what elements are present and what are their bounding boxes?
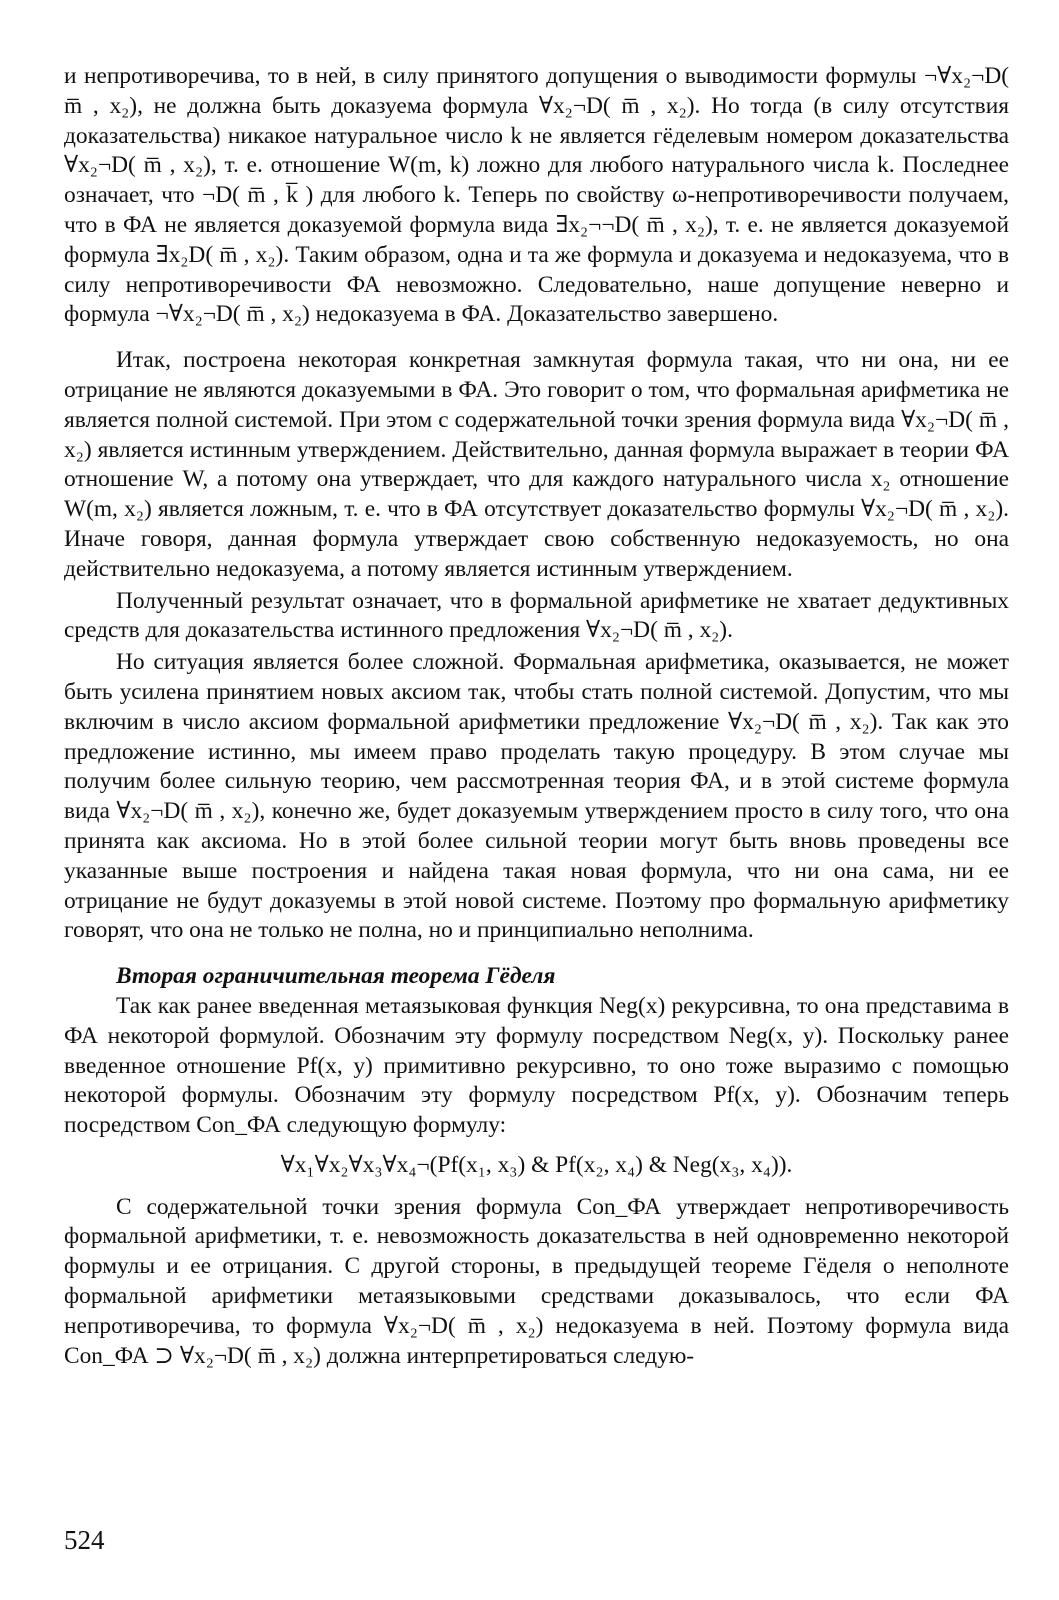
paragraph-2-incompleteness: Итак, построена некоторая конкретная замкнутая формула такая, что ни она, ни ее отрицание не являются доказуемыми в ФА. Это говорит о том, что формальная арифметика не является полной системой. При этом с содержательной точки зрения формула вида ∀x₂¬D( m̅ , x₂) является истинным утверждением. Действительно, данная формула выражает в теории ФА отношение W, а потому она утверждает, что для каждого натурального числа x₂ отношение W(m, x₂) является ложным, т. е. что в ФА отсутствует доказательство формулы ∀x₂¬D( m̅ , x₂). Иначе говоря, данная формула утверждает свою собственную недоказуемость, но она действительно недоказуема, а потому является истинным утверждением. xyxy=(64,347,1009,582)
paragraph-3-result: Полученный результат означает, что в формальной арифметике не хватает дедуктивных средств для доказательства истинного предложения ∀x₂¬D( m̅ , x₂). xyxy=(64,587,1009,644)
display-formula-con: ∀x₁∀x₂∀x₃∀x₄¬(Pf(x₁, x₃) & Pf(x₂, x₄) & Neg(x₃, x₄)). xyxy=(280,1151,793,1178)
paragraph-5-neg-pf: Так как ранее введенная метаязыковая функция Neg(x) рекурсивна, то она представима в ФА некоторой формулой. Обозначим эту формулу посредством Neg(x, y). Поскольку ранее введенное отношение Pf(x, y) примитивно рекурсивно, то оно тоже выразимо с помощью некоторой формулы. Обозначим эту формулу посредством Pf(x, y). Обозначим теперь посредством Con_ФА следующую формулу: xyxy=(64,992,1009,1139)
page-body xyxy=(64,62,1009,1371)
paragraph-6-consistency: С содержательной точки зрения формула Con_ФА утверждает непротиворечивость формальной арифметики, т. е. невозможность доказательства в ней одновременно некоторой формулы и ее отрицания. С другой стороны, в предыдущей теореме Гёделя о неполноте формальной арифметики метаязыковыми средствами доказывалось, что если ФА непротиворечива, то формула ∀x₂¬D( m̅ , x₂) недоказуема в ней. Поэтому формула вида Con_ФА ⊃ ∀x₂¬D( m̅ , x₂) должна интерпретироваться следую- xyxy=(64,1193,1009,1369)
section-heading: Вторая ограничительная теорема Гёделя xyxy=(116,963,556,990)
page-number: 524 xyxy=(64,1525,105,1555)
paragraph-4-nonextendable: Но ситуация является более сложной. Формальная арифметика, оказывается, не может быть усилена принятием новых аксиом так, чтобы стать полной системой. Допустим, что мы включим в число аксиом формальной арифметики предложение ∀x₂¬D( m̅ , x₂). Так как это предложение истинно, мы имеем право проделать такую процедуру. В этом случае мы получим более сильную теорию, чем рассмотренная теория ФА, и в этой системе формула вида ∀x₂¬D( m̅ , x₂), конечно же, будет доказуемым утверждением просто в силу того, что она принята как аксиома. Но в этой более сильной теории могут быть вновь проведены все указанные выше построения и найдена такая новая формула, что ни она сама, ни ее отрицание не будут доказуемы в этой новой системе. Поэтому про формальную арифметику говорят, что она не только не полна, но и принципиально неполнима. xyxy=(64,649,1009,944)
paragraph-1-proof-end: и непротиворечива, то в ней, в силу принятого допущения о выводимости формулы ¬∀x₂¬D( m̅ , x₂), не должна быть доказуема формула ∀x₂¬D( m̅ , x₂). Но тогда (в силу отсутствия доказательства) никакое натуральное число k не является гёделевым номером доказательства ∀x₂¬D( m̅ , x₂), т. е. отношение W(m, k) ложно для любого натурального числа k. Последнее означает, что ¬D( m̅ , k̅ ) для любого k. Теперь по свойству ω-непротиворечивости получаем, что в ФА не является доказуемой формула вида ∃x₂¬¬D( m̅ , x₂), т. е. не является доказуемой формула ∃x₂D( m̅ , x₂). Таким образом, одна и та же формула и доказуема и недоказуема, что в силу непротиворечивости ФА невозможно. Следовательно, наше допущение неверно и формула ¬∀x₂¬D( m̅ , x₂) недоказуема в ФА. Доказательство завершено. xyxy=(64,63,1009,328)
